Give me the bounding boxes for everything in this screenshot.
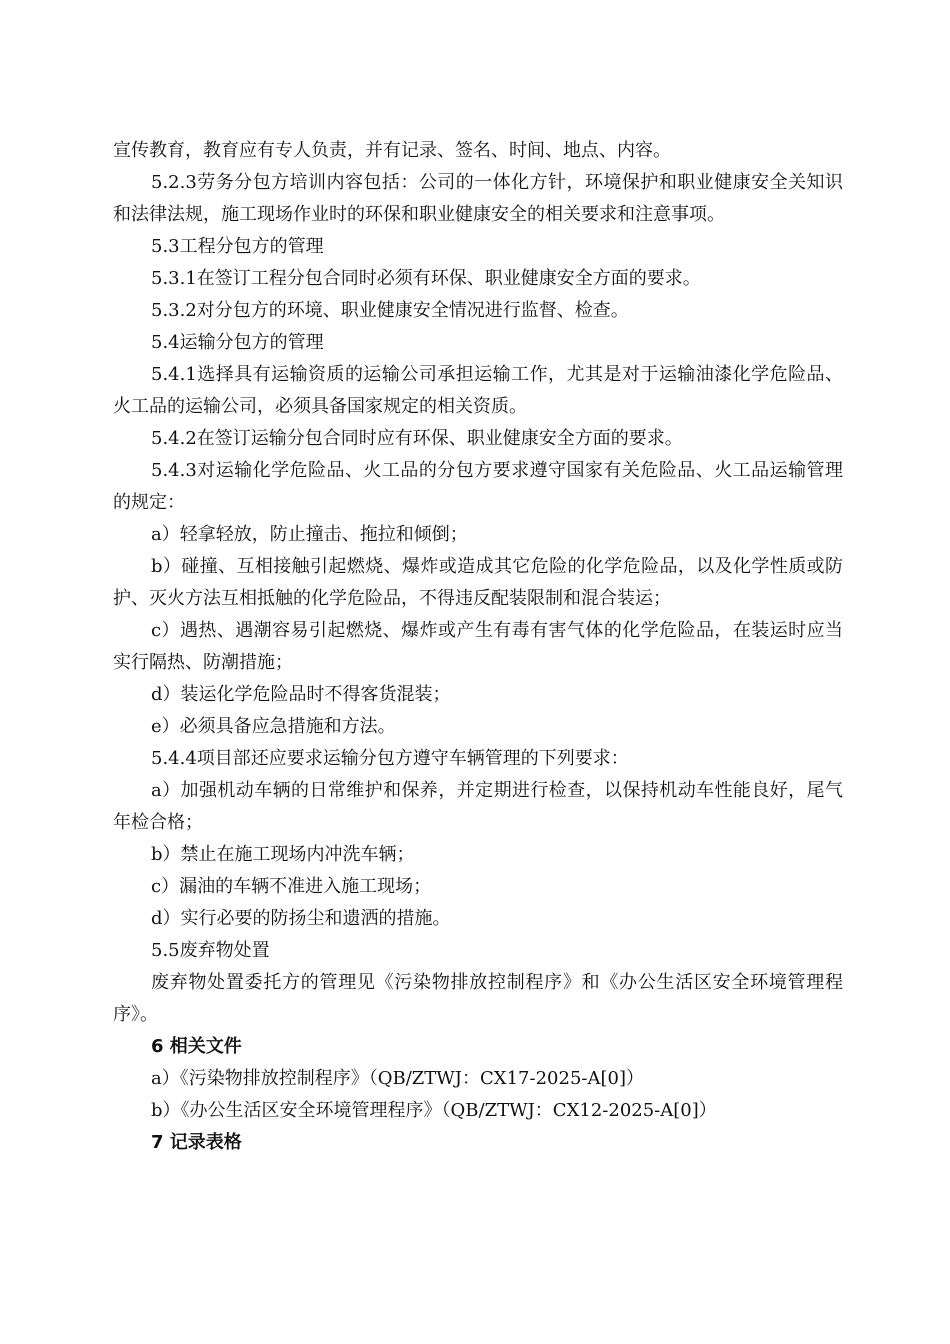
paragraph: a）《污染物排放控制程序》（QB/ZTWJ：CX17-2025-A[0]） xyxy=(151,1068,644,1089)
paragraph: 5.4.3对运输化学危险品、火工品的分包方要求遵守国家有关危险品、火工品运输管理的规定： xyxy=(113,460,843,513)
paragraph: b）碰撞、互相接触引起燃烧、爆炸或造成其它危险的化学危险品，以及化学性质或防护、灭火方法互相抵触的化学危险品，不得违反配装限制和混合装运； xyxy=(113,556,843,609)
paragraph: 5.3工程分包方的管理 xyxy=(151,236,324,257)
document-body xyxy=(113,135,843,1159)
paragraph: 5.4.1选择具有运输资质的运输公司承担运输工作，尤其是对于运输油漆化学危险品、火工品的运输公司，必须具备国家规定的相关资质。 xyxy=(113,364,843,417)
paragraph: 5.3.2对分包方的环境、职业健康安全情况进行监督、检查。 xyxy=(151,300,629,321)
paragraph: b）禁止在施工现场内冲洗车辆； xyxy=(151,844,415,865)
paragraph: 5.4运输分包方的管理 xyxy=(151,332,324,353)
paragraph: 5.5废弃物处置 xyxy=(151,940,270,961)
paragraph: c）漏油的车辆不准进入施工现场； xyxy=(151,876,432,897)
paragraph: a）加强机动车辆的日常维护和保养，并定期进行检查，以保持机动车性能良好，尾气年检合格； xyxy=(113,780,843,833)
paragraph: e）必须具备应急措施和方法。 xyxy=(151,716,396,737)
paragraph: 5.4.4项目部还应要求运输分包方遵守车辆管理的下列要求： xyxy=(151,748,629,769)
section-heading: 7 记录表格 xyxy=(151,1132,242,1153)
paragraph: d）装运化学危险品时不得客货混装； xyxy=(151,684,451,705)
paragraph: 5.2.3劳务分包方培训内容包括：公司的一体化方针，环境保护和职业健康安全关知识和法律法规，施工现场作业时的环保和职业健康安全的相关要求和注意事项。 xyxy=(113,172,843,225)
paragraph: a）轻拿轻放，防止撞击、拖拉和倾倒； xyxy=(151,524,468,545)
section-heading: 6 相关文件 xyxy=(151,1036,242,1057)
paragraph: 5.4.2在签订运输分包合同时应有环保、职业健康安全方面的要求。 xyxy=(151,428,683,449)
paragraph: 废弃物处置委托方的管理见《污染物排放控制程序》和《办公生活区安全环境管理程序》。 xyxy=(113,972,843,1025)
paragraph: 5.3.1在签订工程分包合同时必须有环保、职业健康安全方面的要求。 xyxy=(151,268,701,289)
paragraph: b）《办公生活区安全环境管理程序》（QB/ZTWJ：CX12-2025-A[0]） xyxy=(151,1100,717,1121)
paragraph: 宣传教育，教育应有专人负责，并有记录、签名、时间、地点、内容。 xyxy=(113,140,671,161)
paragraph: d）实行必要的防扬尘和遗洒的措施。 xyxy=(151,908,451,929)
paragraph: c）遇热、遇潮容易引起燃烧、爆炸或产生有毒有害气体的化学危险品，在装运时应当实行隔热、防潮措施； xyxy=(113,620,843,673)
